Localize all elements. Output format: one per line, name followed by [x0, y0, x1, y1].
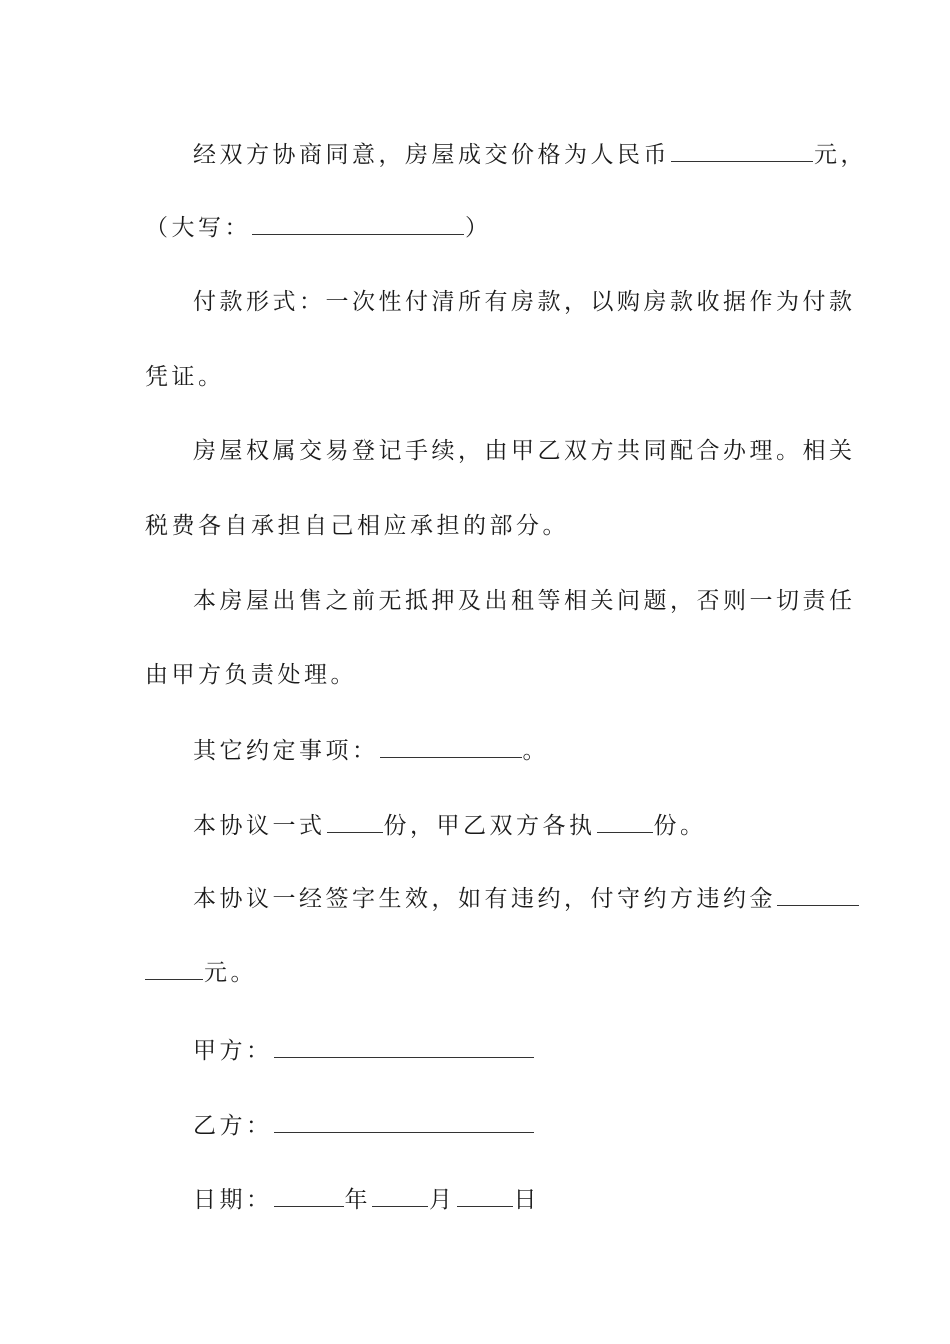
- payment-line-1: 付款形式：一次性付清所有房款，以购房款收据作为付款: [193, 289, 856, 315]
- party-a-signature-blank: [274, 1035, 534, 1058]
- party-a-label: 甲方：: [193, 1038, 273, 1064]
- capital-line: [145, 212, 815, 243]
- date-label: 日期：: [193, 1187, 273, 1213]
- other-terms-end: 。: [522, 738, 549, 764]
- party-a-line: [193, 1035, 863, 1066]
- penalty-blank-2: [145, 957, 203, 980]
- copies-line: [193, 810, 863, 841]
- penalty-text: 本协议一经签字生效，如有违约，付守约方违约金: [193, 886, 776, 912]
- date-day: 日: [513, 1187, 540, 1213]
- other-terms-blank: [380, 735, 522, 758]
- party-b-label: 乙方：: [193, 1113, 273, 1139]
- copies-each-blank: [597, 810, 653, 833]
- registration-line-1: 房屋权属交易登记手续，由甲乙双方共同配合办理。相关: [193, 438, 856, 464]
- party-b-line: [193, 1110, 863, 1141]
- other-terms-line: [193, 735, 863, 766]
- date-year-blank: [274, 1184, 344, 1207]
- date-day-blank: [457, 1184, 513, 1207]
- date-year: 年: [344, 1187, 371, 1213]
- penalty-blank-1: [777, 883, 859, 906]
- copies-text-2: 份，甲乙双方各执: [383, 813, 596, 839]
- date-month-blank: [372, 1184, 428, 1207]
- payment-line-2: 凭证。: [145, 364, 225, 390]
- penalty-unit: 元。: [204, 960, 257, 986]
- registration-line-2: 税费各自承担自己相应承担的部分。: [145, 513, 569, 539]
- date-month: 月: [429, 1187, 456, 1213]
- date-line: [193, 1184, 863, 1215]
- price-blank: [671, 139, 813, 162]
- capital-label: （大写：: [145, 215, 251, 241]
- party-b-signature-blank: [274, 1110, 534, 1133]
- other-terms-label: 其它约定事项：: [193, 738, 379, 764]
- price-unit: 元，: [814, 142, 867, 168]
- copies-text-1: 本协议一式: [193, 813, 326, 839]
- price-text: 经双方协商同意，房屋成交价格为人民币: [193, 142, 670, 168]
- penalty-line-2: [145, 957, 815, 988]
- mortgage-line-2: 由甲方负责处理。: [145, 662, 357, 688]
- copies-total-blank: [327, 810, 383, 833]
- mortgage-line-1: 本房屋出售之前无抵押及出租等相关问题，否则一切责任: [193, 588, 856, 614]
- copies-text-3: 份。: [653, 813, 707, 839]
- penalty-line-1: [193, 883, 863, 914]
- price-line: [193, 139, 867, 170]
- capital-blank: [252, 212, 464, 235]
- capital-close: ）: [465, 215, 492, 241]
